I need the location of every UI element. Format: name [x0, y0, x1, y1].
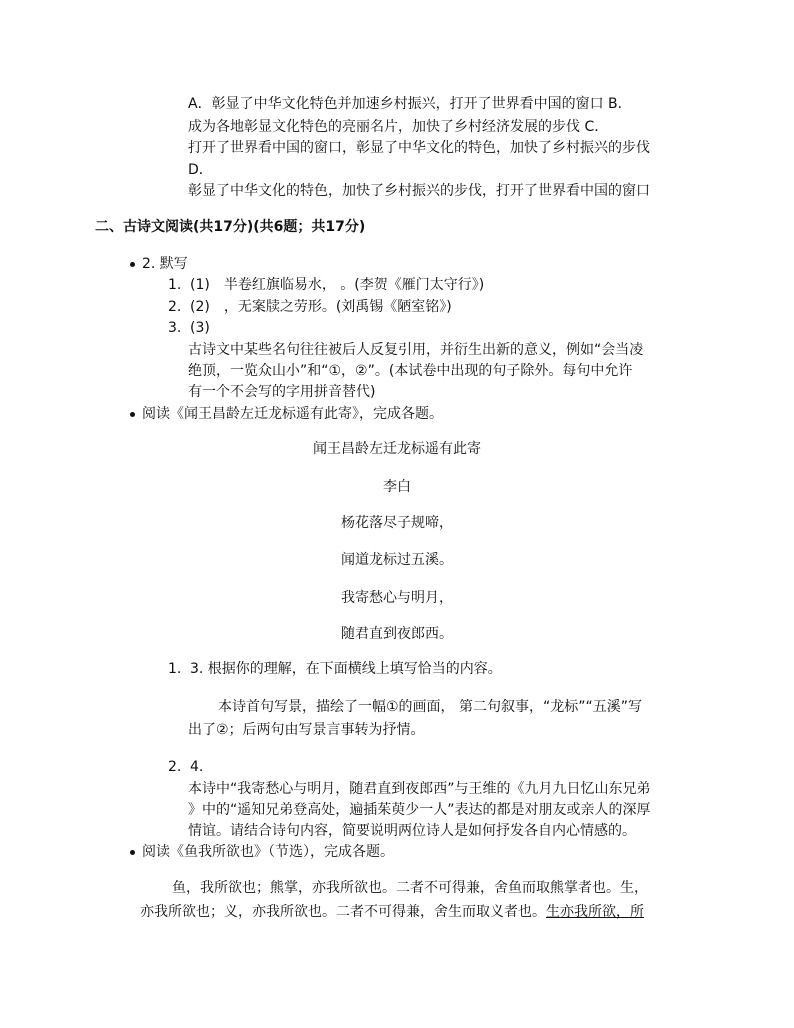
q2-item3-line1: 古诗文中某些名句往往被后人反复引用，并衍生出新的意义，例如“会当凌	[188, 342, 644, 358]
poem-line-1: 杨花落尽子规啼，	[341, 515, 453, 531]
bullet-icon	[130, 262, 135, 267]
q2-label: 2. 默写	[142, 256, 188, 272]
q4-number: 2.	[168, 759, 182, 775]
option-a-line: A．彰显了中华文化特色并加速乡村振兴，打开了世界看中国的窗口 B．	[188, 96, 632, 112]
q4-line-2: 》中的“遥知兄弟登高处，遍插茱萸少一人”表达的都是对朋友或亲人的深厚	[188, 802, 651, 818]
q2-item3-line2: 绝顶，一览众山小”和“①，②”。(本试卷中出现的句子除外。每句中允许	[188, 363, 633, 379]
bullet-icon	[130, 850, 135, 855]
fish-intro: 阅读《鱼我所欲也》（节选），完成各题。	[142, 844, 394, 860]
poem-author: 李白	[383, 479, 411, 495]
q2-item3-line3: 有一个不会写的字用拼音替代)	[188, 384, 376, 400]
q3-label: 3. 根据你的理解，在下面横线上填写恰当的内容。	[190, 661, 502, 677]
fish-paragraph-line-1: 鱼，我所欲也；熊掌，亦我所欲也。二者不可得兼，舍鱼而取熊掌者也。生，	[172, 880, 648, 896]
q4-line-3: 情谊。请结合诗句内容，简要说明两位诗人是如何抒发各自内心情感的。	[188, 823, 636, 839]
option-b-line: 成为各地彰显文化特色的亮丽名片，加快了乡村经济发展的步伐 C．	[188, 119, 609, 135]
q2-item1-number: 1.	[168, 277, 182, 293]
fish-paragraph-underlined-text: 生亦我所欲，所	[546, 904, 644, 920]
section-heading: 二、古诗文阅读(共17分)(共6题；共17分)	[95, 219, 366, 235]
fish-paragraph-line-2-text: 亦我所欲也；义，亦我所欲也。二者不可得兼，舍生而取义者也。	[140, 904, 546, 920]
q3-line-1: 本诗首句写景，描绘了一幅①的画面， 第二句叙事，“龙标”“五溪”写	[218, 699, 643, 715]
q3-line-2: 出了②；后两句由写景言事转为抒情。	[188, 722, 425, 738]
q4-label: 4.	[190, 759, 204, 775]
poem-line-4: 随君直到夜郎西。	[341, 626, 453, 642]
q2-item1-text: (1) 半卷红旗临易水， 。(李贺《雁门太守行》)	[190, 277, 485, 293]
option-c-line: 打开了世界看中国的窗口，彰显了中华文化的特色，加快了乡村振兴的步伐	[188, 140, 650, 156]
poem-title: 闻王昌龄左迁龙标遥有此寄	[313, 441, 481, 457]
option-d-line: 彰显了中华文化的特色，加快了乡村振兴的步伐，打开了世界看中国的窗口	[188, 183, 650, 199]
bullet-icon	[130, 412, 135, 417]
poem-line-2: 闻道龙标过五溪。	[341, 552, 453, 568]
q2-item3-text: (3)	[190, 320, 210, 336]
poem-intro: 阅读《闻王昌龄左迁龙标遥有此寄》，完成各题。	[142, 406, 443, 422]
poem-line-3: 我寄愁心与明月，	[341, 590, 453, 606]
q3-number: 1.	[168, 661, 182, 677]
option-d-label: D．	[188, 162, 213, 178]
fish-paragraph-line-2	[140, 902, 644, 922]
q4-line-1: 本诗中“我寄愁心与明月，随君直到夜郎西”与王维的《九月九日忆山东兄弟	[188, 781, 651, 797]
q2-item2-number: 2.	[168, 299, 182, 315]
q2-item3-number: 3.	[168, 320, 182, 336]
q2-item2-text: (2) ，无案牍之劳形。(刘禹锡《陋室铭》)	[190, 299, 452, 315]
